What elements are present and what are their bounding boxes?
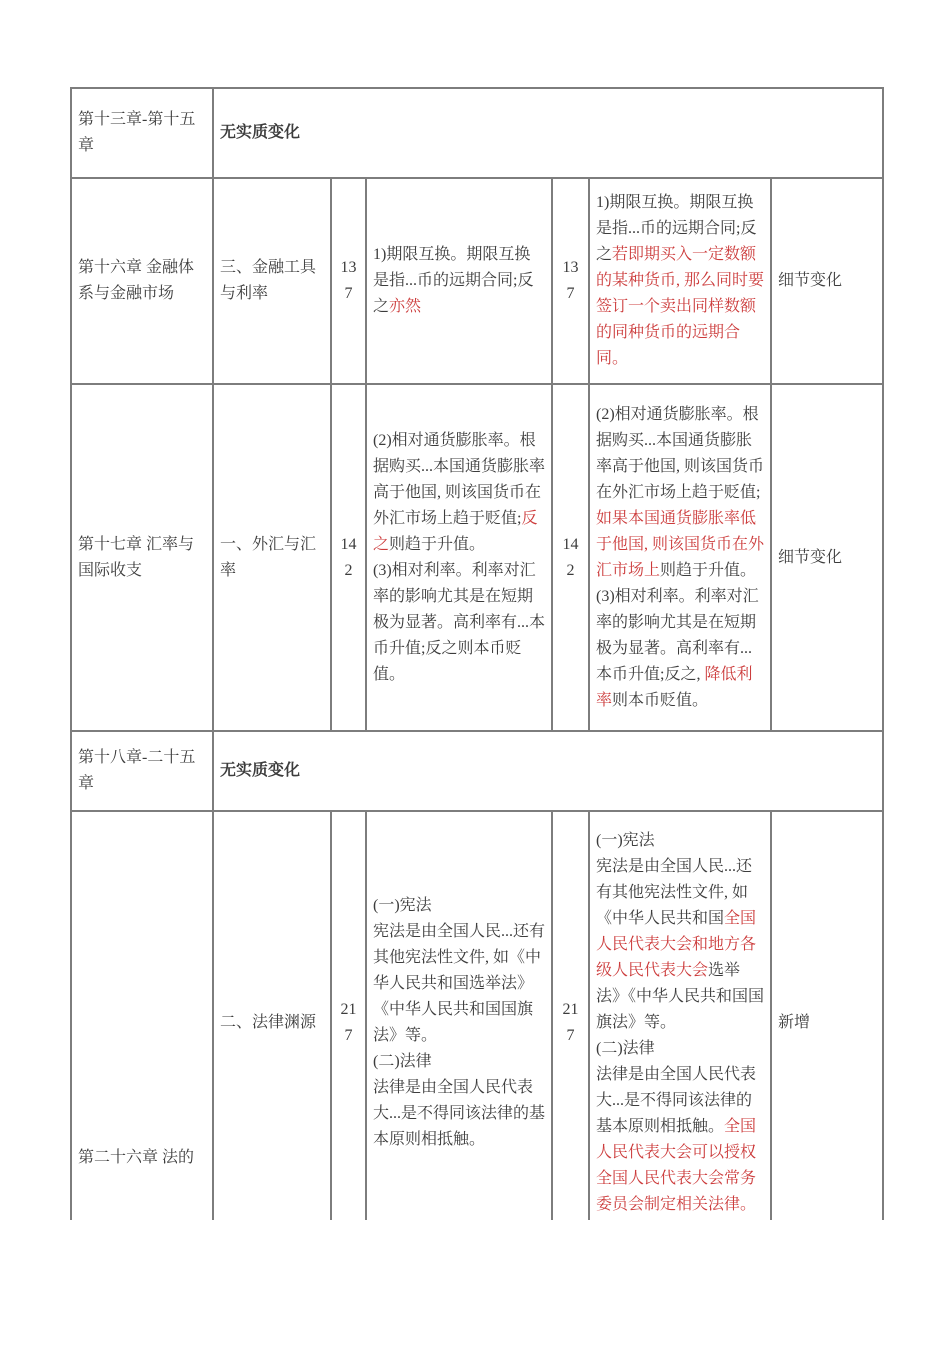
changed-text-run: 反之 (373, 509, 538, 553)
new-page-number-cell (552, 384, 589, 731)
old-page-number: 142 (340, 535, 357, 579)
change-type-cell (771, 811, 883, 1220)
text-run: (一)宪法 (373, 896, 432, 914)
chapter-label: 第十六章 金融体系与金融市场 (78, 259, 195, 302)
new-page-number: 137 (562, 259, 579, 302)
text-run: (一)宪法 (596, 831, 655, 849)
section-label: 一、外汇与汇率 (220, 535, 317, 579)
chapter-cell (71, 811, 213, 1220)
text-run: 则本币贬值。 (612, 691, 709, 709)
text-run: (二)法律 (373, 1052, 432, 1070)
no-change-note: 无实质变化 (220, 762, 301, 779)
text-run: (3)相对利率。利率对汇率的影响尤其是在短期极为显著。高利率有...本币升值;反之, (596, 587, 759, 683)
changed-text-run: 降低利率 (596, 665, 753, 709)
text-run: 宪法是由全国人民...还有其他宪法性文件, 如《中华人民共和国 (596, 857, 753, 927)
section-cell (213, 811, 331, 1220)
chapter-label: 第十七章 汇率与国际收支 (78, 535, 195, 579)
section-label: 二、法律渊源 (220, 1013, 317, 1031)
text-run: 1)期限互换。期限互换是指...币的远期合同;反之 (596, 194, 757, 263)
no-change-note: 无实质变化 (220, 124, 301, 141)
change-type-cell (771, 178, 883, 384)
text-run: 则趋于升值。 (660, 561, 757, 579)
new-page-number-cell (552, 178, 589, 384)
change-type-label: 细节变化 (778, 548, 843, 566)
text-run: 法律是由全国人民代表大...是不得同该法律的基本原则相抵触。 (373, 1078, 546, 1148)
text-run: 1)期限互换。期限互换是指...币的远期合同;反之 (373, 246, 534, 315)
text-run: 选举法》《中华人民共和国国旗法》等。 (596, 961, 765, 1031)
chapter-cell (71, 88, 213, 178)
new-page-number: 217 (562, 1000, 579, 1044)
no-change-note-cell (213, 88, 883, 178)
new-content-cell (589, 811, 771, 1220)
text-run: (2)相对通货膨胀率。根据购买...本国通货膨胀率高于他国, 则该国货币在外汇市场上趋于贬值; (596, 405, 765, 501)
old-page-number-cell (331, 811, 366, 1220)
changed-text-run: 如果本国通货膨胀率低于他国, 则该国货币在外汇市场上 (596, 509, 765, 579)
text-run: (二)法律 (596, 1039, 655, 1057)
old-page-number-cell (331, 384, 366, 731)
new-page-number: 142 (562, 535, 579, 579)
text-run: (3)相对利率。利率对汇率的影响尤其是在短期极为显著。高利率有...本币升值;反之则本币贬值。 (373, 561, 546, 683)
chapter-label: 第十三章-第十五章 (78, 111, 196, 154)
chapter-cell (71, 384, 213, 731)
new-content-cell (589, 384, 771, 731)
table-row-chapters-18-25 (71, 731, 883, 811)
table-row-chapters-13-15 (71, 88, 883, 178)
old-content-cell (366, 811, 552, 1220)
changed-text-run: 全国人民代表大会和地方各级人民代表大会 (596, 909, 757, 979)
section-cell (213, 178, 331, 384)
section-cell (213, 384, 331, 731)
textbook-change-comparison-table (70, 87, 884, 1220)
change-type-label: 新增 (778, 1013, 811, 1031)
old-page-number: 217 (340, 1000, 357, 1044)
change-type-label: 细节变化 (778, 272, 843, 289)
table-row-chapter-16 (71, 178, 883, 384)
old-content-cell (366, 384, 552, 731)
changed-text-run: 全国人民代表大会可以授权全国人民代表大会常务委员会制定相关法律。 (596, 1117, 757, 1213)
text-run: 宪法是由全国人民...还有其他宪法性文件, 如《中华人民共和国选举法》《中华人民共和国国旗法》等。 (373, 922, 546, 1044)
new-page-number-cell (552, 811, 589, 1220)
chapter-label: 第十八章-二十五章 (78, 749, 196, 792)
changed-text-run: 若即期买入一定数额的某种货币, 那么同时要签订一个卖出同样数额的同种货币的远期合同。 (596, 246, 765, 367)
text-run: (2)相对通货膨胀率。根据购买...本国通货膨胀率高于他国, 则该国货币在外汇市场上趋于贬值; (373, 431, 546, 527)
text-run: 法律是由全国人民代表大...是不得同该法律的基本原则相抵触。 (596, 1065, 757, 1135)
changed-text-run: 亦然 (389, 298, 422, 315)
comparison-table-region (70, 87, 886, 1220)
chapter-cell (71, 731, 213, 811)
old-page-number: 137 (340, 259, 357, 302)
table-row-chapter-26 (71, 811, 883, 1220)
new-content-cell (589, 178, 771, 384)
chapter-label: 第二十六章 法的 (78, 1148, 195, 1166)
change-type-cell (771, 384, 883, 731)
section-label: 三、金融工具与利率 (220, 259, 317, 302)
old-content-cell (366, 178, 552, 384)
chapter-cell (71, 178, 213, 384)
old-page-number-cell (331, 178, 366, 384)
table-row-chapter-17 (71, 384, 883, 731)
text-run: 则趋于升值。 (389, 535, 486, 553)
no-change-note-cell (213, 731, 883, 811)
